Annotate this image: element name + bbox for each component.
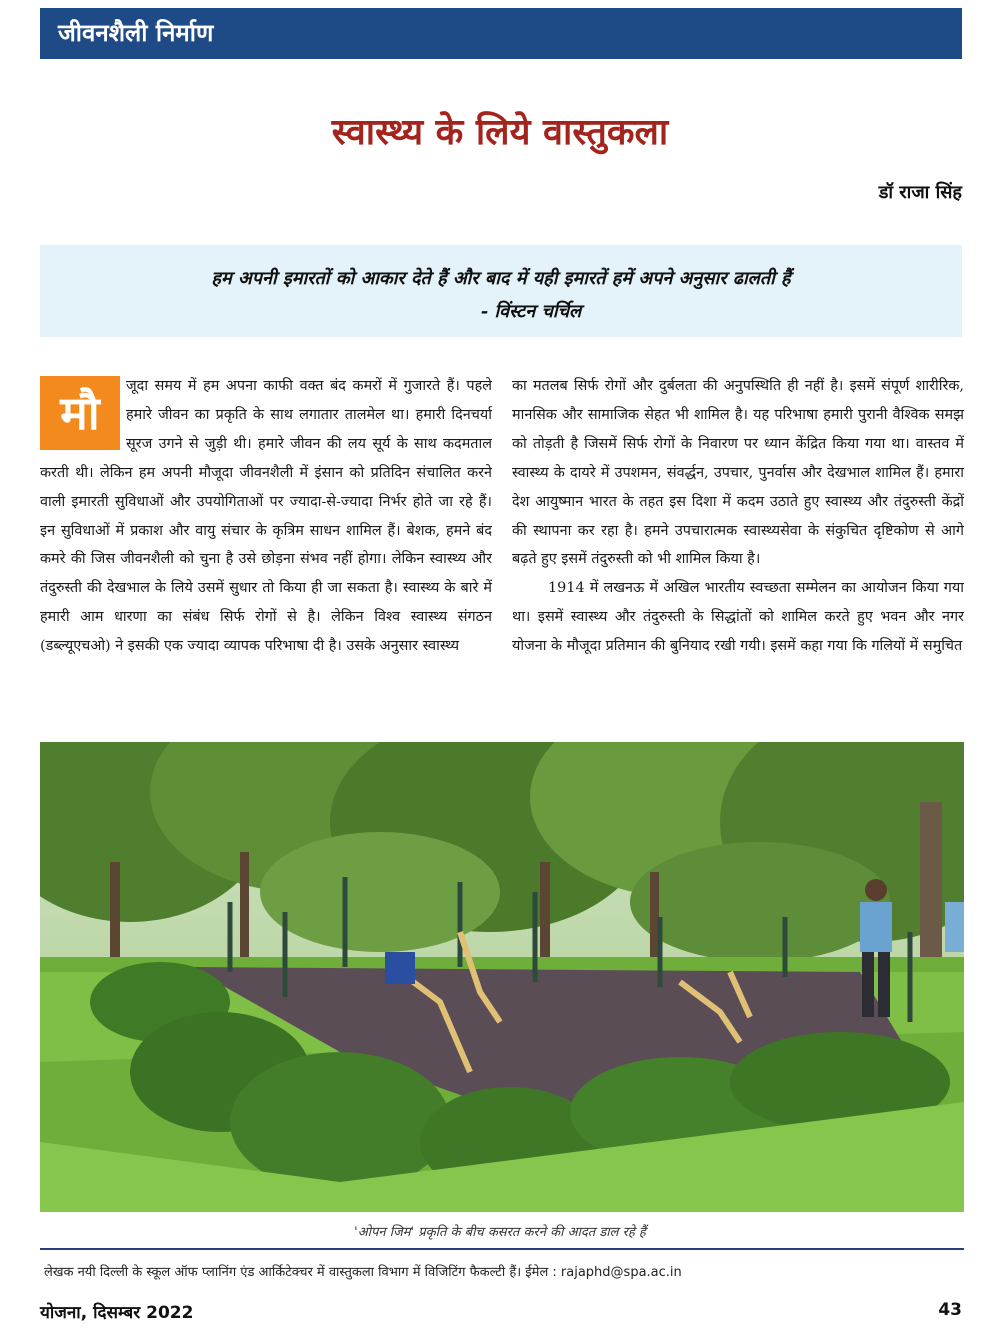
body-column-right <box>512 372 964 732</box>
article-author: डॉ राजा सिंह <box>878 182 962 203</box>
dropcap: मौ <box>40 376 120 450</box>
body-paragraph-1: जूदा समय में हम अपना काफी वक्त बंद कमरों में गुजारते हैं। पहले हमारे जीवन का प्रकृति के साथ लगातार तालमेल था। हमारी दिनचर्या सूरज उगने से जुड़ी थी। हमारे जीवन की लय सूर्य के साथ कदमताल करती थी। लेकिन हम अपनी मौजूदा जीवनशैली में इंसान को प्रतिदिन संचालित करने वाली इमारती सुविधाओं और उपयोगिताओं पर ज्यादा-से-ज्यादा निर्भर होते जा रहे हैं। इन सुविधाओं में प्रकाश और वायु संचार के कृत्रिम साधन शामिल हैं। बेशक, हमने बंद कमरे की जिस जीवनशैली को चुना है उसे छोड़ना संभव नहीं होगा। लेकिन स्वास्थ्य और तंदुरुस्ती की देखभाल के लिये उसमें सुधार तो किया ही जा सकता है। स्वास्थ्य के बारे में हमारी आम धारणा का संबंध सिर्फ रोगों से है। लेकिन विश्व स्वास्थ्य संगठन (डब्ल्यूएचओ) ने इसकी एक ज्यादा व्यापक परिभाषा दी है। उसके अनुसार स्वास्थ्य <box>40 378 492 655</box>
quote-text: हम अपनी इमारतों को आकार देते हैं और बाद में यही इमारतें हमें अपने अनुसार ढालती हैं <box>211 268 791 289</box>
magazine-issue: योजना, दिसम्बर 2022 <box>40 1303 194 1323</box>
author-footnote: लेखक नयी दिल्ली के स्कूल ऑफ प्लानिंग एंड आर्किटेक्चर में वास्तुकला विभाग में विजिटिंग फैकल्टी हैं। ईमेल : rajaphd@spa.ac.in <box>44 1265 682 1280</box>
footnote-divider <box>40 1248 964 1250</box>
section-title: जीवनशैली निर्माण <box>58 19 214 47</box>
section-header <box>40 8 962 59</box>
quote-box <box>40 245 962 337</box>
body-paragraph-2: का मतलब सिर्फ रोगों और दुर्बलता की अनुपस्थिति ही नहीं है। इसमें संपूर्ण शारीरिक, मानसिक और सामाजिक सेहत भी शामिल है। यह परिभाषा हमारी पुरानी वैश्विक समझ को तोड़ती है जिसमें सिर्फ रोगों के निवारण पर ध्यान केंद्रित किया गया था। वास्तव में स्वास्थ्य के दायरे में उपशमन, संवर्द्धन, उपचार, पुनर्वास और देखभाल शामिल हैं। हमारा देश आयुष्मान भारत के तहत इस दिशा में कदम उठाते हुए स्वास्थ्य और तंदुरुस्ती केंद्रों की स्थापना कर रहा है। हमने उपचारात्मक स्वास्थ्यसेवा के संकुचित दृष्टिकोण से आगे बढ़ते हुए इसमें तंदुरुस्ती को भी शामिल किया है। <box>512 378 964 568</box>
page-number: 43 <box>938 1300 962 1320</box>
open-gym-illustration <box>40 742 964 1212</box>
article-title: स्वास्थ्य के लिये वास्तुकला <box>331 112 669 153</box>
body-column-left <box>40 372 492 732</box>
open-gym-photo <box>40 742 964 1212</box>
photo-caption: 'ओपन जिम' प्रकृति के बीच कसरत करने की आदत डाल रहे हैं <box>354 1225 646 1240</box>
quote-attribution: - विंस्टन चर्चिल <box>480 301 582 322</box>
body-paragraph-3: 1914 में लखनऊ में अखिल भारतीय स्वच्छता सम्मेलन का आयोजन किया गया था। इसमें स्वास्थ्य और तंदुरुस्ती के सिद्धांतों को शामिल करते हुए भवन और नगर योजना के मौजूदा प्रतिमान की बुनियाद रखी गयी। इसमें कहा गया कि गलियों में समुचित <box>512 580 964 655</box>
